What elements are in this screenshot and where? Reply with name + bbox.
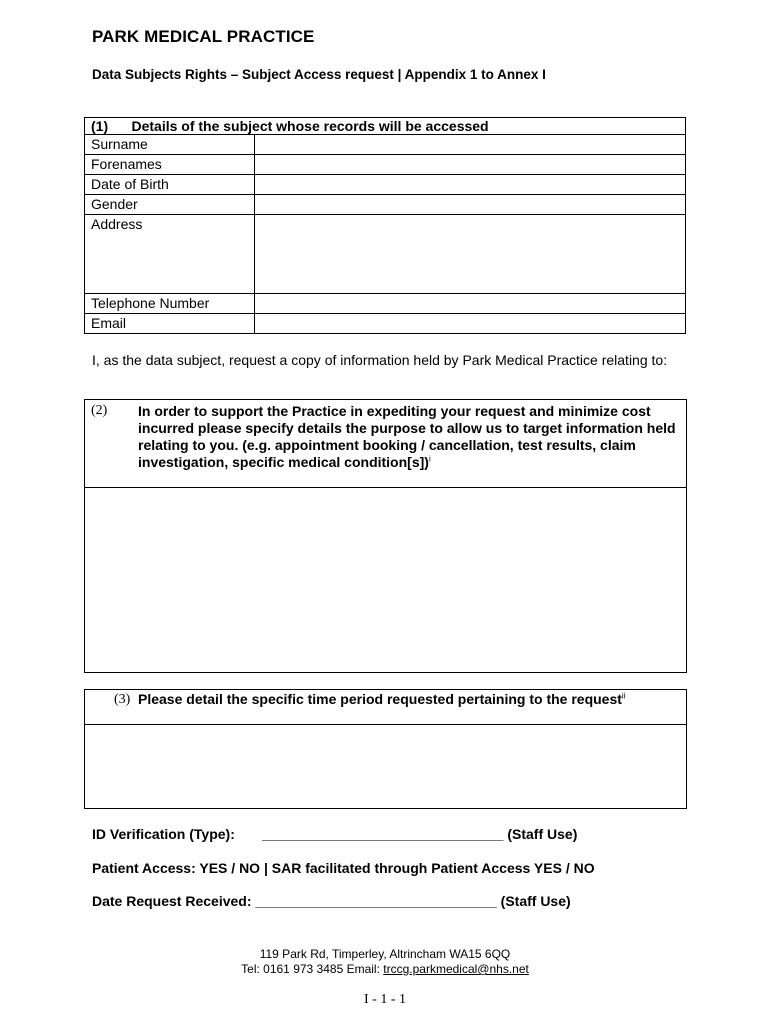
surname-field[interactable]	[255, 135, 686, 155]
section-3-number: (3)	[114, 692, 131, 707]
section-2-number: (2)	[91, 403, 108, 418]
section-1-title: Details of the subject whose records will be accessed	[131, 118, 489, 134]
patient-access-line: Patient Access: YES / NO | SAR facilitated through Patient Access YES / NO	[92, 860, 595, 876]
surname-label: Surname	[85, 135, 255, 155]
email-field[interactable]	[255, 314, 686, 334]
footnote-marker: ii	[621, 691, 626, 701]
purpose-question-text: In order to support the Practice in expediting your request and minimize cost incurred please specify details the purpose to allow us to target information held relating to you. (e.g. appointment booking / cancellation, test results, claim investigation, specific medical condition[s])$^i$	[138, 403, 676, 470]
telephone-label: Telephone Number	[85, 294, 255, 314]
gender-label: Gender	[85, 195, 255, 215]
address-field[interactable]	[255, 215, 686, 294]
forenames-label: Forenames	[85, 155, 255, 175]
page-subtitle: Data Subjects Rights – Subject Access request | Appendix 1 to Annex I	[92, 67, 546, 82]
id-verification-line: ID Verification (Type): _______________________________ (Staff Use)	[92, 826, 578, 842]
date-received-line: Date Request Received: _______________________________ (Staff Use)	[92, 893, 571, 909]
footer-contact: Tel: 0161 973 3485 Email: trccg.parkmedical@nhs.net	[241, 962, 529, 976]
section-1-heading	[85, 118, 686, 135]
request-intro: I, as the data subject, request a copy of information held by Park Medical Practice relating to:	[92, 352, 668, 368]
subject-details-table	[84, 117, 686, 334]
time-period-question-text: Please detail the specific time period requested pertaining to the request$^{ii}$	[138, 691, 626, 707]
footer-address: 119 Park Rd, Timperley, Altrincham WA15 6QQ	[259, 947, 511, 961]
date-of-birth-field[interactable]	[255, 175, 686, 195]
purpose-question	[85, 400, 686, 488]
section-1-number: (1)	[91, 118, 109, 134]
time-period-question	[85, 690, 686, 725]
page-number: I - 1 - 1	[364, 992, 406, 1007]
date-of-birth-label: Date of Birth	[85, 175, 255, 195]
purpose-box	[84, 399, 687, 673]
footnote-marker: i	[428, 454, 431, 464]
gender-field[interactable]	[255, 195, 686, 215]
purpose-answer-area[interactable]	[85, 488, 686, 672]
time-period-box	[84, 689, 687, 809]
forenames-field[interactable]	[255, 155, 686, 175]
email-label: Email	[85, 314, 255, 334]
telephone-field[interactable]	[255, 294, 686, 314]
address-label: Address	[85, 215, 255, 294]
time-period-answer-area[interactable]	[85, 725, 686, 808]
page-title: PARK MEDICAL PRACTICE	[92, 27, 315, 46]
email-link[interactable]: trccg.parkmedical@nhs.net	[383, 962, 529, 976]
